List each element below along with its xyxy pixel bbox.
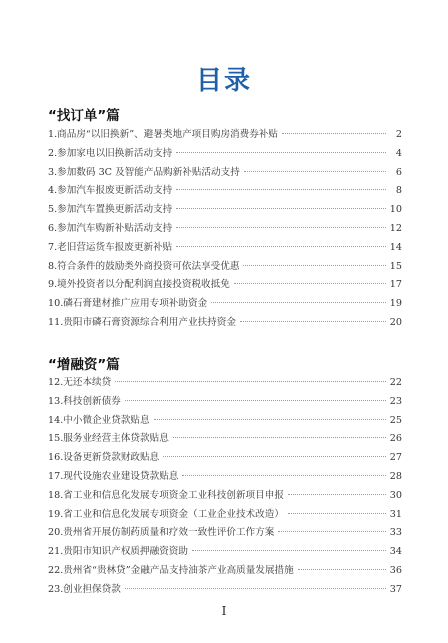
toc-entry-page-number: 2 — [395, 129, 402, 140]
dot-leader — [182, 475, 385, 476]
toc-entry[interactable] — [48, 562, 402, 581]
dot-leader — [176, 152, 386, 153]
toc-entry[interactable] — [48, 258, 402, 277]
dot-leader — [240, 321, 386, 322]
toc-entry[interactable] — [48, 145, 402, 164]
toc-entry-title: 4.参加汽车报废更新活动支持 — [48, 185, 173, 197]
dot-leader — [115, 381, 386, 382]
toc-entry-page-number: 8 — [395, 185, 402, 197]
dot-leader — [154, 419, 386, 420]
dot-leader — [243, 265, 385, 266]
toc-entry-title: 21.贵阳市知识产权质押融资资助 — [48, 546, 188, 558]
toc-entry[interactable] — [48, 468, 402, 487]
toc-list-financing — [48, 374, 402, 600]
dot-leader — [282, 133, 386, 134]
toc-entry-title: 15.服务业经营主体贷款贴息 — [48, 433, 169, 445]
toc-entry-page-number: 33 — [389, 527, 402, 539]
toc-entry[interactable] — [48, 412, 402, 431]
toc-entry-page-number: 10 — [389, 204, 402, 216]
toc-entry-page-number: 20 — [389, 316, 402, 328]
toc-entry-title: 12.无还本续贷 — [48, 377, 112, 388]
toc-entry[interactable] — [48, 524, 402, 543]
dot-leader — [176, 189, 386, 190]
toc-entry-title: 7.老旧营运货车报废更新补贴 — [48, 241, 173, 253]
dot-leader — [288, 513, 386, 514]
toc-entry[interactable] — [48, 164, 402, 183]
toc-entry-page-number: 22 — [389, 377, 402, 388]
toc-entry[interactable] — [48, 449, 402, 468]
section-heading-find-orders: “找订单”篇 — [48, 108, 120, 124]
toc-entry[interactable] — [48, 295, 402, 314]
toc-entry-title: 13.科技创新债券 — [48, 395, 121, 407]
toc-entry[interactable] — [48, 220, 402, 239]
section-heading-financing: “增融资”篇 — [48, 357, 120, 373]
dot-leader — [278, 531, 385, 532]
toc-entry-page-number: 31 — [389, 508, 402, 520]
toc-entry-title: 19.省工业和信息化发展专项资金（工业企业技术改造） — [48, 508, 284, 520]
toc-entry-title: 2.参加家电以旧换新活动支持 — [48, 147, 173, 159]
toc-entry-title: 20.贵州省开展仿制药质量和疗效一致性评价工作方案 — [48, 527, 275, 539]
toc-entry-title: 18.省工业和信息化发展专项资金工业科技创新项目申报 — [48, 489, 284, 501]
toc-entry-title: 5.参加汽车置换更新活动支持 — [48, 204, 173, 216]
toc-entry[interactable] — [48, 430, 402, 449]
dot-leader — [244, 171, 386, 172]
toc-entry[interactable] — [48, 506, 402, 525]
toc-entry-title: 6.参加汽车购新补贴活动支持 — [48, 222, 173, 234]
dot-leader — [176, 246, 386, 247]
toc-list-find-orders — [48, 126, 402, 333]
page-title: 目录 — [195, 66, 252, 96]
dot-leader — [234, 283, 386, 284]
toc-entry-title: 14.中小微企业贷款贴息 — [48, 414, 150, 426]
toc-entry-page-number: 4 — [395, 147, 402, 159]
toc-entry-page-number: 19 — [389, 298, 402, 310]
toc-entry[interactable] — [48, 276, 402, 295]
toc-entry[interactable] — [48, 201, 402, 220]
toc-entry[interactable] — [48, 374, 402, 393]
toc-entry-title: 9.境外投资者以分配利润直接投资税收抵免 — [48, 279, 230, 291]
toc-entry-title: 17.现代设施农业建设贷款贴息 — [48, 470, 179, 482]
toc-entry-page-number: 26 — [389, 433, 402, 445]
toc-entry[interactable] — [48, 182, 402, 201]
dot-leader — [163, 456, 386, 457]
toc-entry[interactable] — [48, 487, 402, 506]
dot-leader — [176, 208, 386, 209]
page-number: I — [221, 604, 227, 618]
toc-entry-title: 10.磷石膏建材推广应用专项补助资金 — [48, 298, 208, 310]
toc-entry-page-number: 14 — [389, 241, 402, 253]
dot-leader — [192, 550, 386, 551]
toc-entry[interactable] — [48, 543, 402, 562]
toc-entry-page-number: 6 — [395, 166, 402, 178]
toc-entry-page-number: 30 — [389, 489, 402, 501]
toc-entry-title: 11.贵阳市磷石膏资源综合利用产业扶持资金 — [48, 316, 236, 328]
toc-entry-page-number: 23 — [389, 395, 402, 407]
toc-entry[interactable] — [48, 581, 402, 600]
toc-entry-page-number: 37 — [389, 583, 402, 595]
toc-entry-title: 16.设备更新贷款财政贴息 — [48, 452, 160, 464]
dot-leader — [288, 494, 386, 495]
toc-entry-title: 22.贵州省“贵林贷”金融产品支持油茶产业高质量发展措施 — [48, 564, 294, 576]
toc-entry-page-number: 25 — [389, 414, 402, 426]
toc-entry[interactable] — [48, 239, 402, 258]
toc-entry-page-number: 34 — [389, 546, 402, 558]
toc-entry-title: 1.商品房“以旧换新”、避暑类地产项目购房消费券补贴 — [48, 129, 279, 140]
toc-entry-page-number: 12 — [389, 222, 402, 234]
toc-entry-page-number: 28 — [389, 470, 402, 482]
toc-entry-title: 3.参加数码 3C 及智能产品购新补贴活动支持 — [48, 166, 240, 178]
dot-leader — [125, 588, 386, 589]
dot-leader — [211, 302, 386, 303]
dot-leader — [125, 400, 386, 401]
toc-entry-page-number: 36 — [389, 564, 402, 576]
dot-leader — [298, 569, 386, 570]
toc-entry-title: 8.符合条件的鼓励类外商投资可依法享受优惠 — [48, 260, 240, 272]
toc-entry-title: 23.创业担保贷款 — [48, 583, 121, 595]
toc-entry-page-number: 17 — [389, 279, 402, 291]
toc-entry[interactable] — [48, 314, 402, 333]
toc-entry[interactable] — [48, 126, 402, 145]
toc-entry-page-number: 27 — [389, 452, 402, 464]
toc-entry[interactable] — [48, 393, 402, 412]
toc-entry-page-number: 15 — [389, 260, 402, 272]
dot-leader — [176, 227, 386, 228]
dot-leader — [173, 437, 386, 438]
